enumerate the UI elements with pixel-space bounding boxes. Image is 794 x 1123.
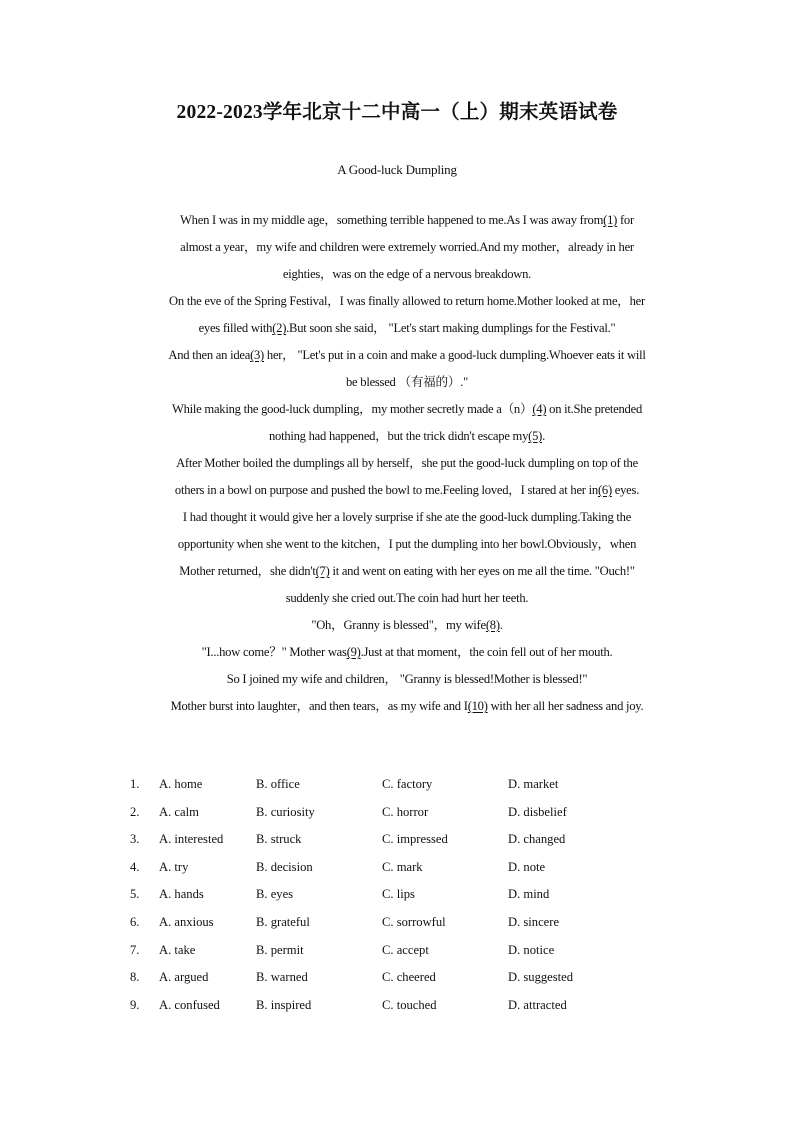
option-c[interactable]: C. horror bbox=[382, 804, 429, 819]
passage-segment: .But soon she said， "Let's start making dumplings for the Festival." bbox=[286, 321, 616, 335]
passage-segment: her， "Let's put in a coin and make a good-luck dumpling.Whoever eats it will bbox=[264, 348, 646, 362]
question-number: 1. bbox=[130, 777, 140, 791]
option-b[interactable]: B. decision bbox=[256, 859, 313, 874]
option-d[interactable]: D. market bbox=[508, 777, 559, 791]
option-c[interactable]: C. factory bbox=[382, 777, 433, 791]
option-c[interactable]: C. impressed bbox=[382, 832, 448, 847]
option-d[interactable]: D. disbelief bbox=[508, 804, 567, 819]
passage-segment: nothing had happened，but the trick didn't escape my bbox=[268, 429, 529, 443]
question-number: 3. bbox=[130, 832, 140, 847]
passage-segment: When I was in my middle age，something terrible happened to me.As I was away from bbox=[180, 213, 604, 227]
option-d[interactable]: D. notice bbox=[508, 942, 555, 957]
passage-segment: And then an idea bbox=[168, 348, 251, 362]
option-d[interactable]: D. mind bbox=[508, 887, 550, 902]
passage-segment: eyes filled with bbox=[198, 321, 273, 335]
blank-number: (5) bbox=[528, 429, 543, 443]
question-row bbox=[130, 854, 650, 882]
option-d[interactable]: D. sincere bbox=[508, 914, 560, 929]
question-row bbox=[130, 771, 650, 799]
passage-segment: I had thought it would give her a lovely surprise if she ate the good-luck dumpling.Taking the bbox=[182, 510, 632, 524]
passage-line bbox=[120, 450, 694, 477]
passage-segment: .Just at that moment，the coin fell out of her mouth. bbox=[360, 645, 613, 659]
question-row bbox=[130, 937, 650, 965]
passage-line bbox=[120, 639, 694, 666]
option-c[interactable]: C. mark bbox=[382, 859, 423, 874]
passage-line bbox=[120, 585, 694, 612]
passage-line bbox=[120, 207, 694, 234]
option-b[interactable]: B. office bbox=[256, 777, 300, 791]
passage-segment: others in a bowl on purpose and pushed the bowl to me.Feeling loved，I stared at her in bbox=[174, 483, 598, 497]
option-b[interactable]: B. struck bbox=[256, 832, 302, 847]
passage-line bbox=[120, 315, 694, 342]
passage-segment: for bbox=[617, 213, 634, 227]
passage-segment: . bbox=[542, 429, 545, 443]
option-c[interactable]: C. sorrowful bbox=[382, 914, 446, 929]
passage-line bbox=[120, 531, 694, 558]
option-b[interactable]: B. grateful bbox=[256, 914, 310, 929]
option-a[interactable]: A. hands bbox=[159, 887, 204, 902]
passage-segment: After Mother boiled the dumplings all by herself，she put the good-luck dumpling on top of the bbox=[176, 456, 638, 470]
blank-number: (1) bbox=[603, 213, 618, 227]
option-b[interactable]: B. eyes bbox=[256, 887, 294, 902]
question-row bbox=[130, 799, 650, 827]
page-title: 2022-2023学年北京十二中高一（上）期末英语试卷 bbox=[176, 102, 618, 123]
passage-segment: with her all her sadness and joy. bbox=[487, 699, 644, 713]
option-b[interactable]: B. warned bbox=[256, 970, 308, 985]
passage-segment: While making the good-luck dumpling，my mother secretly made a（n） bbox=[172, 402, 533, 416]
option-a[interactable]: A. home bbox=[159, 777, 203, 791]
passage-line bbox=[120, 234, 694, 261]
option-b[interactable]: B. curiosity bbox=[256, 804, 315, 819]
passage-line bbox=[120, 288, 694, 315]
option-d[interactable]: D. note bbox=[508, 859, 546, 874]
passage-segment: opportunity when she went to the kitchen，I put the dumpling into her bowl.Obviously，when bbox=[177, 537, 637, 551]
passage-segment: almost a year，my wife and children were extremely worried.And my mother，already in her bbox=[180, 240, 634, 254]
question-row bbox=[130, 826, 650, 854]
option-c[interactable]: C. accept bbox=[382, 942, 429, 957]
blank-number: (10) bbox=[467, 699, 488, 713]
passage-text bbox=[120, 207, 694, 720]
option-a[interactable]: A. calm bbox=[159, 804, 199, 819]
passage-segment: . bbox=[499, 618, 503, 632]
passage-line bbox=[120, 369, 694, 396]
question-row bbox=[130, 964, 650, 992]
blank-number: (7) bbox=[315, 564, 330, 578]
passage-segment: it and went on eating with her eyes on me all the time. "Ouch!" bbox=[329, 564, 635, 578]
passage-segment: On the eve of the Spring Festival，I was finally allowed to return home.Mother looked at me，her bbox=[169, 294, 645, 308]
option-a[interactable]: A. argued bbox=[159, 970, 209, 985]
passage-segment: "Oh，Granny is blessed"，my wife bbox=[311, 618, 486, 632]
blank-number: (9) bbox=[346, 645, 361, 659]
passage-line bbox=[120, 666, 694, 693]
question-number: 5. bbox=[130, 887, 140, 902]
passage-line bbox=[120, 342, 694, 369]
passage-segment: Mother burst into laughter，and then tears，as my wife and I bbox=[170, 699, 468, 713]
option-c[interactable]: C. lips bbox=[382, 887, 415, 902]
blank-number: (6) bbox=[597, 483, 612, 497]
blank-number: (8) bbox=[485, 618, 500, 632]
option-a[interactable]: A. try bbox=[159, 859, 189, 874]
question-number: 6. bbox=[130, 914, 140, 929]
question-number: 2. bbox=[130, 804, 140, 819]
passage-segment: "I...how come？" Mother was bbox=[201, 645, 347, 659]
options-list bbox=[130, 771, 650, 1019]
question-number: 7. bbox=[130, 942, 140, 957]
passage-segment: eyes. bbox=[611, 483, 640, 497]
blank-number: (4) bbox=[532, 402, 547, 416]
question-number: 9. bbox=[130, 997, 140, 1012]
question-number: 4. bbox=[130, 859, 140, 874]
passage-line bbox=[120, 396, 694, 423]
passage-segment: So I joined my wife and children， "Granny is blessed!Mother is blessed!" bbox=[226, 672, 588, 686]
option-d[interactable]: D. changed bbox=[508, 832, 566, 847]
option-a[interactable]: A. anxious bbox=[159, 914, 214, 929]
option-b[interactable]: B. permit bbox=[256, 942, 304, 957]
passage-line bbox=[120, 612, 694, 639]
question-row bbox=[130, 992, 650, 1020]
passage-line bbox=[120, 423, 694, 450]
blank-number: (2) bbox=[272, 321, 287, 335]
option-a[interactable]: A. take bbox=[159, 942, 196, 957]
passage-segment: Mother returned，she didn't bbox=[179, 564, 316, 578]
question-row bbox=[130, 881, 650, 909]
passage-line bbox=[120, 504, 694, 531]
option-b[interactable]: B. inspired bbox=[256, 997, 312, 1012]
question-number: 8. bbox=[130, 970, 140, 985]
option-d[interactable]: D. attracted bbox=[508, 997, 567, 1012]
passage-segment: eighties，was on the edge of a nervous breakdown. bbox=[282, 267, 532, 281]
passage-segment: on it.She pretended bbox=[546, 402, 642, 416]
passage-segment: suddenly she cried out.The coin had hurt her teeth. bbox=[285, 591, 529, 605]
question-row bbox=[130, 909, 650, 937]
option-a[interactable]: A. confused bbox=[159, 997, 220, 1012]
passage-segment: be blessed （有福的）." bbox=[345, 375, 468, 389]
passage-line bbox=[120, 693, 694, 720]
option-a[interactable]: A. interested bbox=[159, 832, 224, 847]
blank-number: (3) bbox=[250, 348, 264, 362]
passage-line bbox=[120, 477, 694, 504]
passage-line bbox=[120, 558, 694, 585]
option-c[interactable]: C. touched bbox=[382, 997, 437, 1012]
option-c[interactable]: C. cheered bbox=[382, 970, 436, 985]
option-d[interactable]: D. suggested bbox=[508, 970, 574, 985]
passage-line bbox=[120, 261, 694, 288]
passage-title: A Good-luck Dumpling bbox=[337, 162, 457, 177]
